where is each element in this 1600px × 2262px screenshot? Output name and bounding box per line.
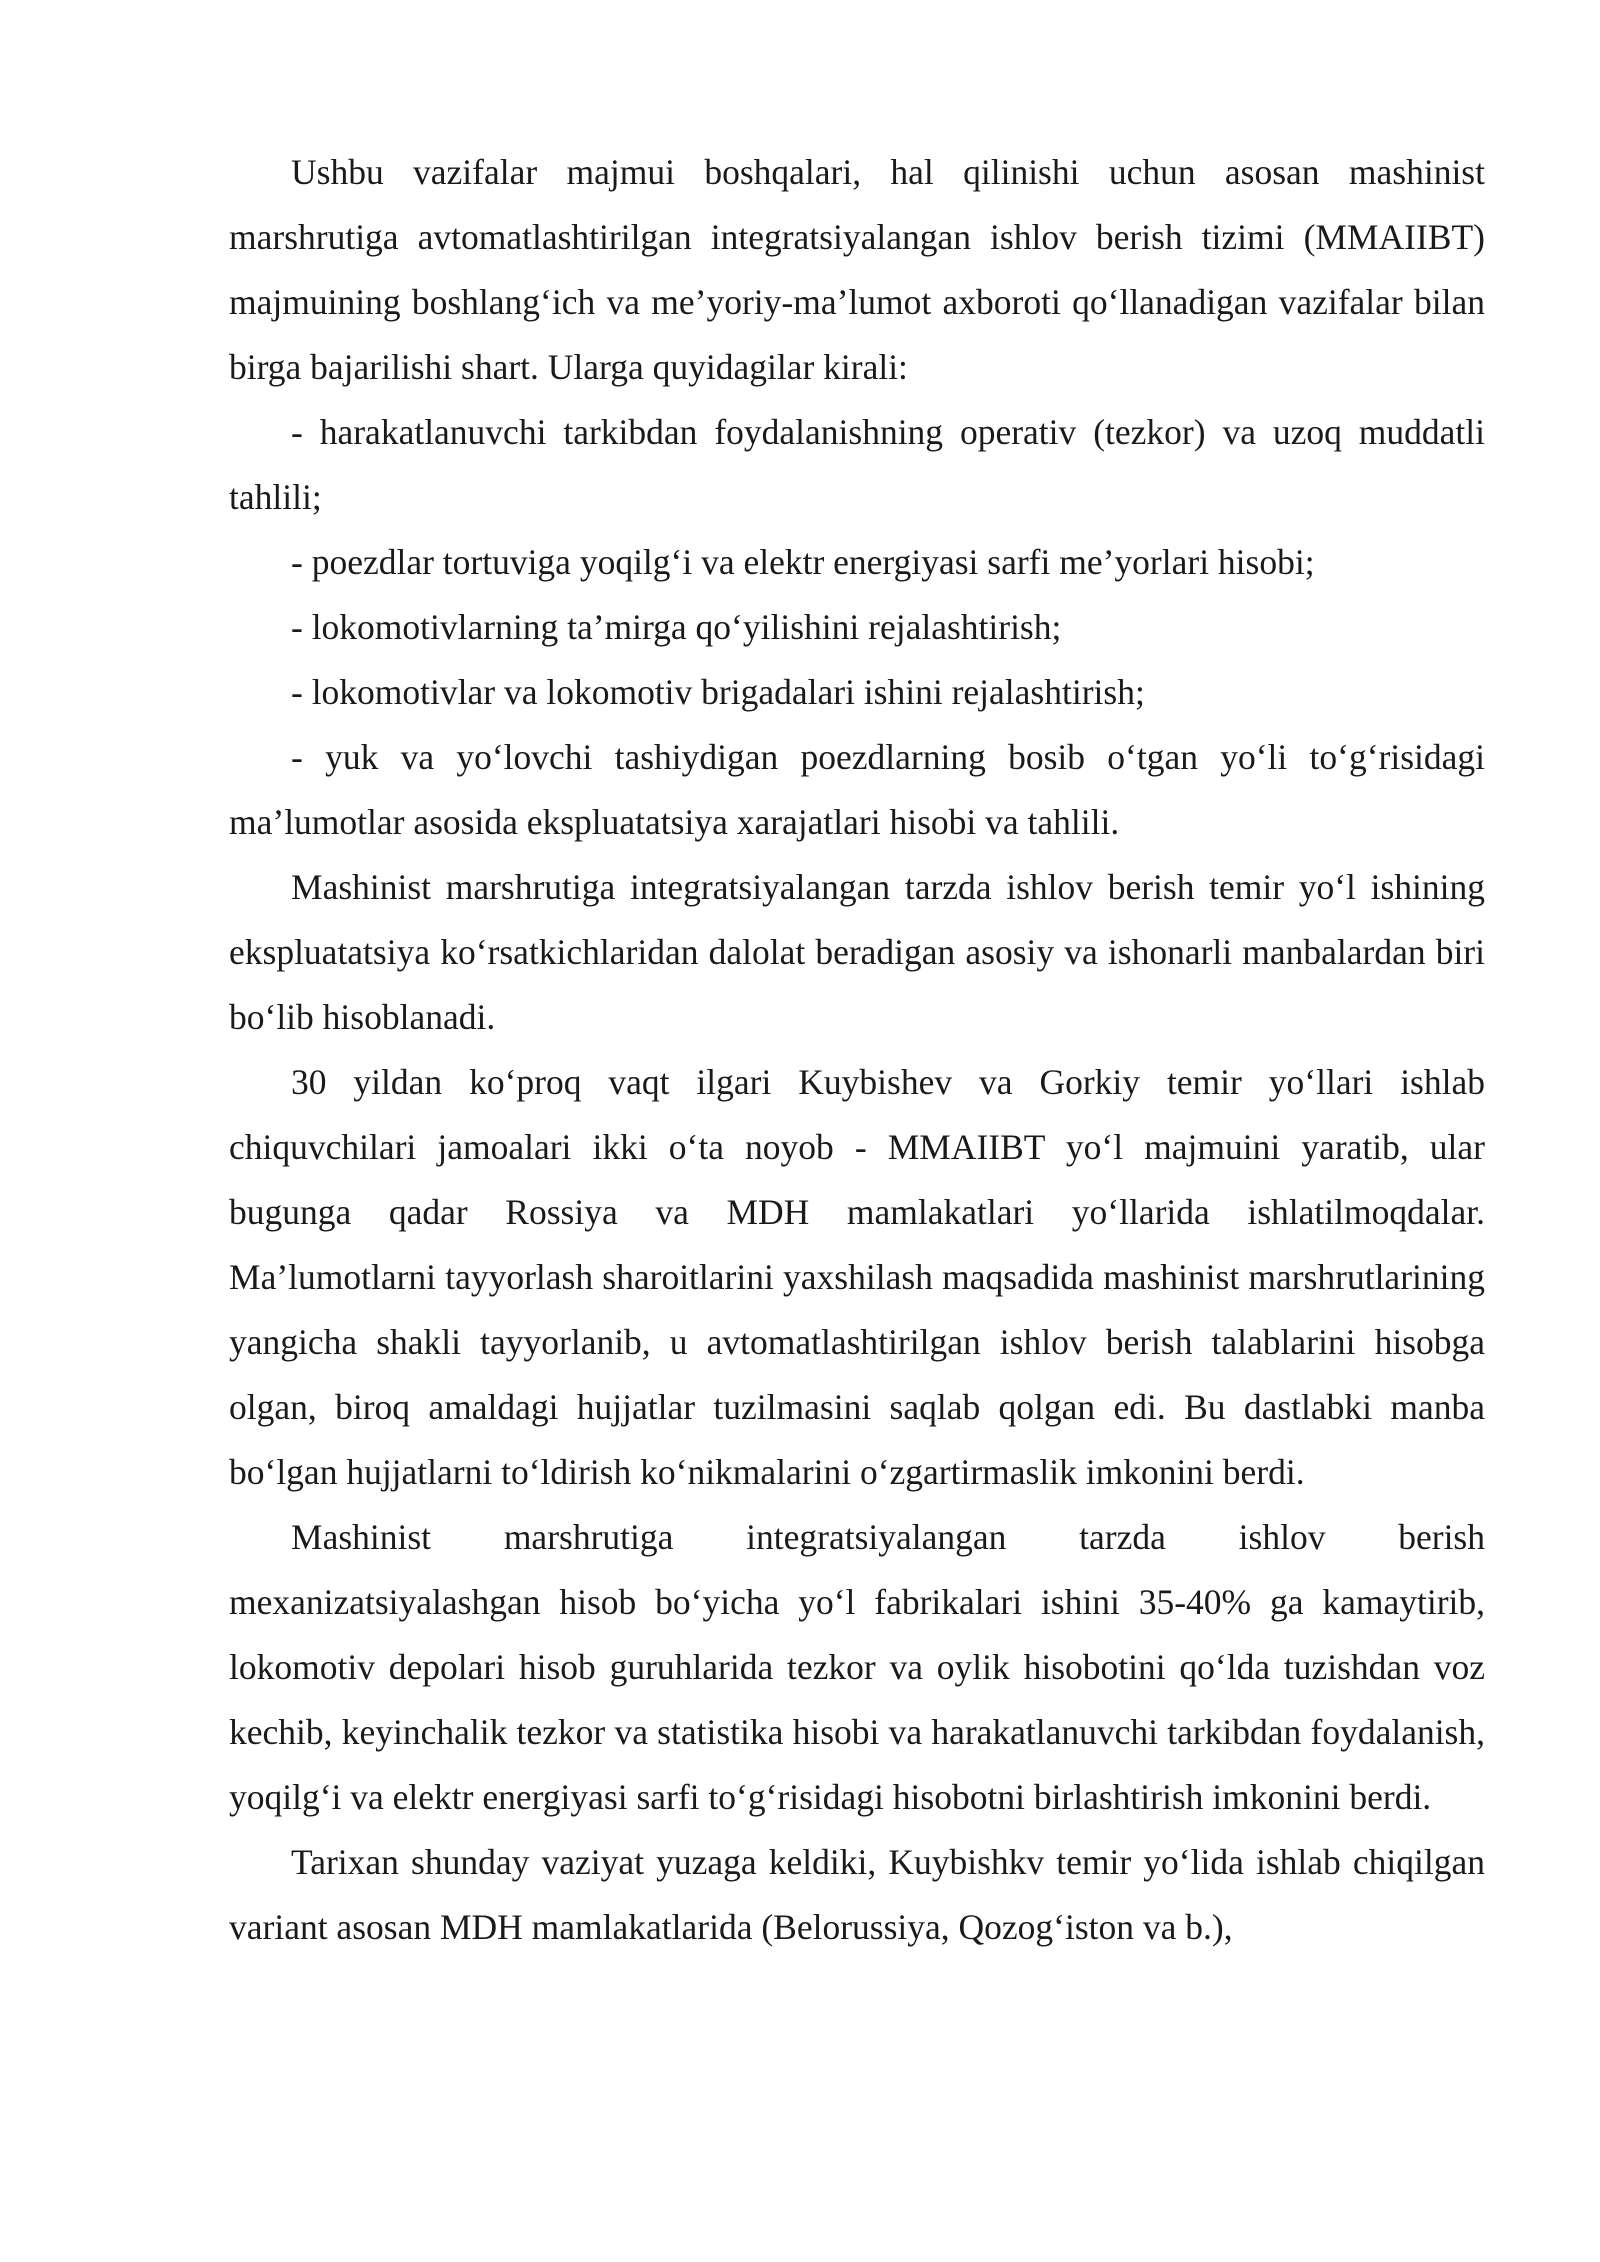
paragraph-benefits: Mashinist marshrutiga integratsiyalangan tarzda ishlov berish mexanizatsiyalashgan hisob bo‘yicha yo‘l fabrikalari ishini 35-40% ga kamaytirib, lokomotiv depolari hisob guruhlarida tezkor va oylik hisobotini qo‘lda tuzishdan voz kechib, keyinchalik tezkor va statistika hisobi va harakatlanuvchi tarkibdan foydalanish, yoqilg‘i va elektr energiyasi sarfi to‘g‘risidagi hisobotni birlashtirish imkonini berdi. (229, 1517, 1485, 1817)
list-item-expense-analysis: - yuk va yo‘lovchi tashiydigan poezdlarning bosib o‘tgan yo‘li to‘g‘risidagi ma’lumotlar asosida ekspluatatsiya xarajatlari hisobi va tahlili. (229, 737, 1485, 842)
list-item-rolling-stock-analysis: - harakatlanuvchi tarkibdan foydalanishning operativ (tezkor) va uzoq muddatli tahlili; (229, 412, 1485, 517)
paragraph-variant: Tarixan shunday vaziyat yuzaga keldiki, Kuybishkv temir yo‘lida ishlab chiqilgan variant asosan MDH mamlakatlarida (Belorussiya, Qozog‘iston va b.), (229, 1842, 1485, 1947)
paragraph-history: 30 yildan ko‘proq vaqt ilgari Kuybishev va Gorkiy temir yo‘llari ishlab chiquvchilari jamoalari ikki o‘ta noyob - MMAIIBT yo‘l majmuini yaratib, ular bugunga qadar Rossiya va MDH mamlakatlari yo‘llarida ishlatilmoqdalar. Ma’lumotlarni tayyorlash sharoitlarini yaxshilash maqsadida mashinist marshrutlarining yangicha shakli tayyorlanib, u avtomatlashtirilgan ishlov berish talablarini hisobga olgan, biroq amaldagi hujjatlar tuzilmasini saqlab qolgan edi. Bu dastlabki manba bo‘lgan hujjatlarni to‘ldirish ko‘nikmalarini o‘zgartirmaslik imkonini berdi. (229, 1062, 1485, 1492)
list-item-brigade-planning: - lokomotivlar va lokomotiv brigadalari ishini rejalashtirish; (291, 672, 1145, 712)
paragraph-intro: Ushbu vazifalar majmui boshqalari, hal qilinishi uchun asosan mashinist marshrutiga avtomatlashtirilgan integratsiyalangan ishlov berish tizimi (MMAIIBT) majmuining boshlang‘ich va me’yoriy-ma’lumot axboroti qo‘llanadigan vazifalar bilan birga bajarilishi shart. Ularga quyidagilar kirali: (229, 152, 1485, 387)
list-item-fuel-norms: - poezdlar tortuviga yoqilg‘i va elektr energiyasi sarfi me’yorlari hisobi; (291, 542, 1315, 582)
paragraph-route-processing: Mashinist marshrutiga integratsiyalangan tarzda ishlov berish temir yo‘l ishining ekspluatatsiya ko‘rsatkichlaridan dalolat beradigan asosiy va ishonarli manbalardan biri bo‘lib hisoblanadi. (229, 867, 1485, 1037)
list-item-repair-planning: - lokomotivlarning ta’mirga qo‘yilishini rejalashtirish; (291, 607, 1062, 647)
document-page (229, 140, 1485, 1960)
